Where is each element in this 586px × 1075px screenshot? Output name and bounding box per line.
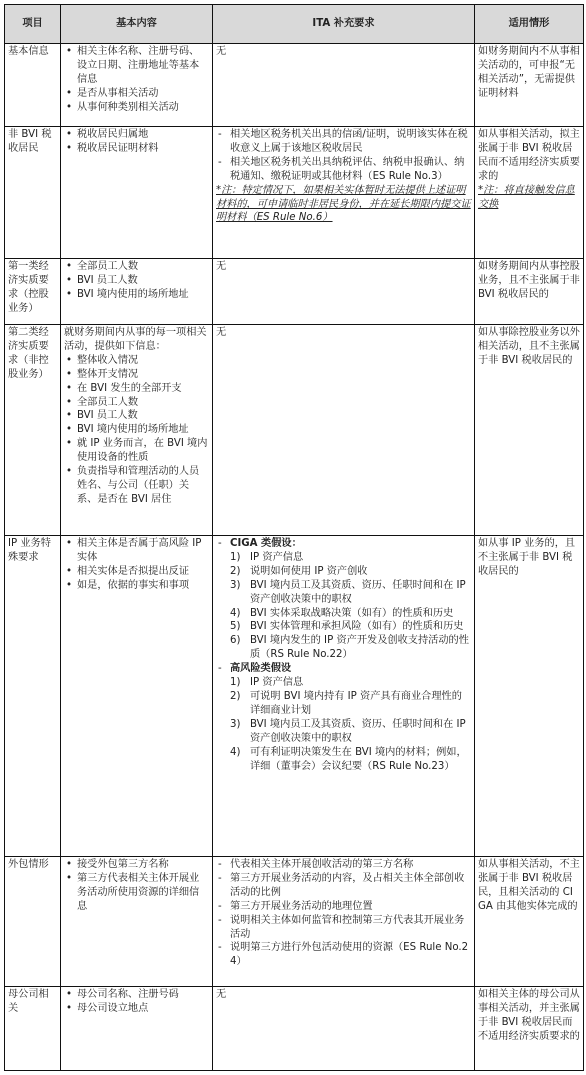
row-ita: 无	[213, 987, 475, 1071]
table-row	[5, 259, 584, 325]
item-text: BVI 境内发生的 IP 资产开发及创收支持活动的性质（RS Rule No.22）	[250, 635, 469, 661]
row-case: 如从事 IP 业务的，且不主张属于非 BVI 税收居民的	[475, 536, 584, 857]
table-row	[5, 987, 584, 1071]
list-item: - 第三方开展业务活动的内容，及占相关主体全部创收活动的比例	[230, 872, 471, 900]
list-item: - 说明相关主体如何监管和控制第三方代表其开展业务活动	[230, 914, 471, 942]
row-basic	[61, 259, 213, 325]
list-item: - 代表相关主体开展创收活动的第三方名称	[230, 858, 471, 872]
list-item	[230, 746, 471, 774]
row-basic	[61, 987, 213, 1071]
row-item: 第二类经济实质要求（非控股业务）	[5, 325, 61, 536]
item-text: BVI 境内员工及其资质、资历、任职时间和在 IP 资产创收决策中的职权	[250, 718, 466, 744]
requirements-table	[4, 4, 584, 1071]
list-item: • 相关主体名称、注册号码、设立日期、注册地址等基本信息	[77, 45, 209, 87]
list-item	[230, 690, 471, 718]
list-item: • 如是，依据的事实和事项	[77, 579, 209, 593]
row-ita	[213, 127, 475, 259]
item-text: BVI 境内员工及其资质、资历、任职时间和在 IP 资产创收决策中的职权	[250, 579, 466, 605]
table-row	[5, 536, 584, 857]
list-item	[230, 579, 471, 607]
row-basic	[61, 536, 213, 857]
list-item	[230, 676, 471, 690]
item-number: 1)	[230, 551, 241, 563]
row-case: 如相关主体的母公司从事相关活动，并主张属于非 BVI 税收居民而不适用经济实质要求的	[475, 987, 584, 1071]
list-item: • BVI 境内使用的场所地址	[77, 288, 209, 302]
row-ita: 无	[213, 44, 475, 127]
row-basic	[61, 325, 213, 536]
list-item	[230, 607, 471, 621]
item-text: IP 资产信息	[250, 677, 304, 689]
row-basic	[61, 857, 213, 987]
list-item: • 全部员工人数	[77, 396, 209, 410]
list-item: - 说明第三方进行外包活动使用的资源（ES Rule No.24）	[230, 941, 471, 969]
row-item: IP 业务特殊要求	[5, 536, 61, 857]
table-row	[5, 325, 584, 536]
header-case: 适用情形	[475, 5, 584, 44]
list-item	[230, 718, 471, 746]
list-item: • BVI 员工人数	[77, 274, 209, 288]
case-note: *注：将直接触发信息交换	[478, 184, 575, 210]
item-text: 说明如何使用 IP 资产创收	[250, 565, 368, 577]
row-ita	[213, 536, 475, 857]
basic-intro: 就财务期间内从事的每一项相关活动，提供如下信息：	[64, 327, 207, 352]
list-item	[230, 565, 471, 579]
row-ita	[213, 857, 475, 987]
list-item: • BVI 员工人数	[77, 409, 209, 423]
item-text: BVI 实体管理和承担风险（如有）的性质和历史	[250, 621, 464, 633]
item-number: 3)	[230, 579, 241, 591]
row-basic	[61, 44, 213, 127]
item-number: 2)	[230, 565, 241, 577]
list-item: • 从事何种类别相关活动	[77, 101, 209, 115]
row-ita: 无	[213, 259, 475, 325]
list-item: • 在 BVI 发生的全部开支	[77, 382, 209, 396]
row-case: 如从事相关活动，不主张属于非 BVI 税收居民，且相关活动的 CIGA 由其他实体完成的	[475, 857, 584, 987]
list-item: • 是否从事相关活动	[77, 87, 209, 101]
table-row	[5, 127, 584, 259]
item-text: 可有利证明决策发生在 BVI 境内的材料；例如，详细（董事会）会议纪要（RS Rule No.23）	[250, 746, 467, 772]
list-item: • 税收居民归属地	[77, 128, 209, 142]
row-item: 第一类经济实质要求（控股业务）	[5, 259, 61, 325]
list-item	[230, 634, 471, 662]
list-item: - 第三方开展业务活动的地理位置	[230, 900, 471, 914]
ita-note: *注：特定情况下，如果相关实体暂时无法提供上述证明材料的，可申请临时非居民身份，并在延长期限内提交证明材料（ES Rule No.6）	[216, 184, 471, 224]
list-item: • 母公司名称、注册号码	[77, 988, 209, 1002]
item-text: IP 资产信息	[250, 551, 304, 563]
item-number: 4)	[230, 746, 241, 758]
ciga-title: CIGA 类假设：	[230, 538, 302, 549]
row-item: 非 BVI 税收居民	[5, 127, 61, 259]
list-item: • 就 IP 业务而言，在 BVI 境内使用设备的性质	[77, 437, 209, 465]
item-text: 可说明 BVI 境内持有 IP 资产具有商业合理性的详细商业计划	[250, 690, 462, 716]
list-item: • 整体开支情况	[77, 368, 209, 382]
list-item: • 接受外包第三方名称	[77, 858, 209, 872]
list-item: • 税收居民证明材料	[77, 142, 209, 156]
table-row	[5, 857, 584, 987]
row-case: 如财务期间内不从事相关活动的，可申报“无相关活动”，无需提供证明材料	[475, 44, 584, 127]
item-number: 3)	[230, 718, 241, 730]
list-item: • 负责指导和管理活动的人员姓名、与公司（任职）关系、是否在 BVI 居住	[77, 465, 209, 507]
list-item: • BVI 境内使用的场所地址	[77, 423, 209, 437]
item-number: 2)	[230, 690, 241, 702]
row-case: 如财务期间内从事控股业务，且不主张属于非 BVI 税收居民的	[475, 259, 584, 325]
row-case: 如从事除控股业务以外相关活动，且不主张属于非 BVI 税收居民的	[475, 325, 584, 536]
high-risk-title: 高风险类假设	[230, 663, 292, 675]
item-number: 5)	[230, 621, 241, 633]
list-item: • 相关主体是否属于高风险 IP 实体	[77, 537, 209, 565]
row-item: 母公司相关	[5, 987, 61, 1071]
row-item: 外包情形	[5, 857, 61, 987]
list-item: • 第三方代表相关主体开展业务活动所使用资源的详细信息	[77, 872, 209, 914]
item-number: 6)	[230, 635, 241, 647]
ciga-section	[230, 537, 471, 662]
list-item	[230, 551, 471, 565]
row-item: 基本信息	[5, 44, 61, 127]
header-ita: ITA 补充要求	[213, 5, 475, 44]
item-text: BVI 实体采取战略决策（如有）的性质和历史	[250, 607, 454, 619]
row-ita: 无	[213, 325, 475, 536]
list-item: • 相关实体是否拟提出反证	[77, 565, 209, 579]
high-risk-section	[230, 662, 471, 773]
header-basic: 基本内容	[61, 5, 213, 44]
row-basic	[61, 127, 213, 259]
list-item: - 相关地区税务机关出具的信函/证明，说明该实体在税收意义上属于该地区税收居民	[230, 128, 471, 156]
case-text: 如从事相关活动，拟主张属于非 BVI 税收居民而不适用经济实质要求的	[478, 129, 580, 182]
item-number: 1)	[230, 677, 241, 689]
row-case	[475, 127, 584, 259]
header-row	[5, 5, 584, 44]
list-item: - 相关地区税务机关出具纳税评估、纳税申报确认、纳税通知、缴税证明或其他材料（ES Rule No.3）	[230, 156, 471, 184]
list-item: • 母公司设立地点	[77, 1002, 209, 1016]
header-item: 项目	[5, 5, 61, 44]
list-item: • 整体收入情况	[77, 354, 209, 368]
list-item	[230, 620, 471, 634]
table-row	[5, 44, 584, 127]
item-number: 4)	[230, 607, 241, 619]
list-item: • 全部员工人数	[77, 260, 209, 274]
